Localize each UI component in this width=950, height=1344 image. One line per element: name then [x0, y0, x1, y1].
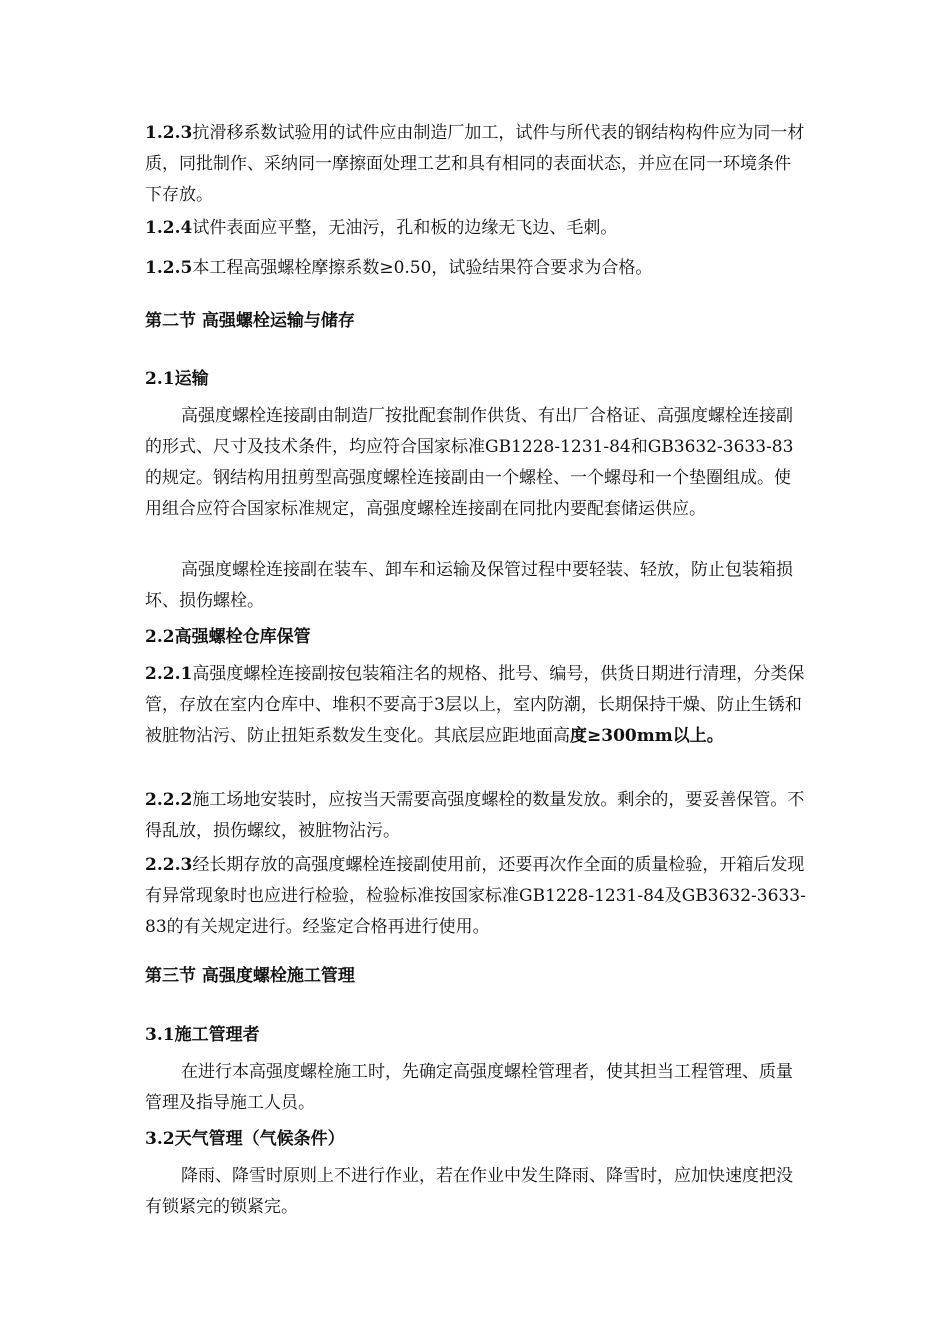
- clause-text-emphasis: 度≥300mm以上。: [570, 726, 724, 746]
- paragraph-1-2-4: [145, 213, 807, 244]
- subheading-2-1: 2.1运输: [145, 369, 209, 389]
- clause-number: 1.2.5: [145, 258, 193, 278]
- paragraph-2-2-3: [145, 850, 807, 943]
- clause-number: 2.2.3: [145, 855, 193, 875]
- clause-number: 1.2.4: [145, 218, 193, 238]
- subheading-2-2: 2.2高强螺栓仓库保管: [145, 627, 311, 647]
- clause-text: 高强度螺栓连接副按包装箱注名的规格、批号、编号，供货日期进行清理，分类保管，存放在室内仓库中、堆积不要高于3层以上，室内防潮，长期保持干燥、防止生锈和被脏物沾污、防止扭矩系数发生变化。其底层应距地面高: [145, 664, 805, 746]
- clause-number: 2.2.2: [145, 790, 193, 810]
- paragraph-2-1-b: 高强度螺栓连接副在装车、卸车和运输及保管过程中要轻装、轻放，防止包装箱损坏、损伤螺栓。: [145, 560, 793, 611]
- subheading-3-1: 3.1施工管理者: [145, 1025, 260, 1045]
- clause-text: 施工场地安装时，应按当天需要高强度螺栓的数量发放。剩余的，要妥善保管。不得乱放，损伤螺纹，被脏物沾污。: [145, 790, 805, 841]
- clause-text: 经长期存放的高强度螺栓连接副使用前，还要再次作全面的质量检验，开箱后发现有异常现象时也应进行检验，检验标准按国家标准GB1228-1231-84及GB3632-3633-83的有关规定进行。经鉴定合格再进行使用。: [145, 855, 806, 937]
- subheading-3-2: 3.2天气管理（气候条件）: [145, 1129, 345, 1149]
- paragraph-2-1-a: 高强度螺栓连接副由制造厂按批配套制作供货、有出厂合格证、高强度螺栓连接副的形式、尺寸及技术条件，均应符合国家标准GB1228-1231-84和GB3632-3633-83的规定。钢结构用扭剪型高强度螺栓连接副由一个螺栓、一个螺母和一个垫圈组成。使用组合应符合国家标准规定，高强度螺栓连接副在同批内要配套储运供应。: [145, 406, 794, 519]
- paragraph-3-1: 在进行本高强度螺栓施工时，先确定高强度螺栓管理者，使其担当工程管理、质量管理及指导施工人员。: [145, 1062, 793, 1113]
- paragraph-1-2-3: [145, 118, 807, 211]
- paragraph-1-2-5: [145, 253, 807, 284]
- clause-text: 本工程高强螺栓摩擦系数≥0.50，试验结果符合要求为合格。: [192, 258, 653, 278]
- clause-number: 1.2.3: [145, 123, 193, 143]
- paragraph-3-2: 降雨、降雪时原则上不进行作业，若在作业中发生降雨、降雪时，应加快速度把没有锁紧完的锁紧完。: [145, 1166, 793, 1217]
- paragraph-2-2-2: [145, 785, 807, 847]
- section-heading-3: 第三节 高强度螺栓施工管理: [145, 966, 355, 986]
- paragraph-2-2-1: [145, 659, 807, 752]
- clause-text: 试件表面应平整，无油污，孔和板的边缘无飞边、毛刺。: [192, 218, 618, 238]
- section-heading-2: 第二节 高强螺栓运输与储存: [145, 311, 355, 331]
- clause-text: 抗滑移系数试验用的试件应由制造厂加工，试件与所代表的钢结构构件应为同一材质，同批制作、采纳同一摩擦面处理工艺和具有相同的表面状态，并应在同一环境条件下存放。: [145, 123, 805, 205]
- clause-number: 2.2.1: [145, 664, 193, 684]
